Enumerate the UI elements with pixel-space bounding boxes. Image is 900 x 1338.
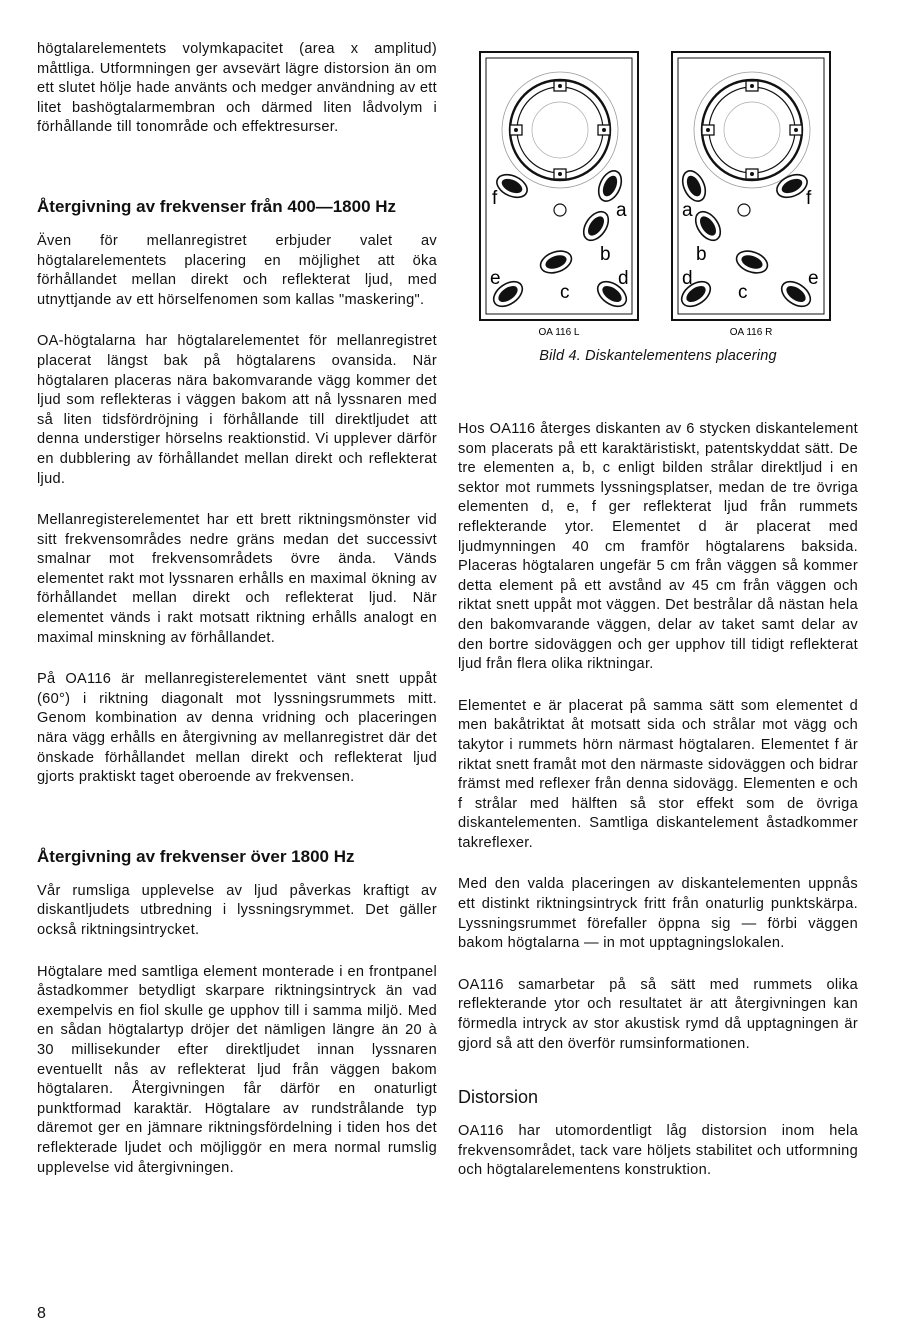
label-b-right: b [696, 244, 707, 265]
label-c-right: c [738, 282, 748, 303]
label-d-right: d [682, 268, 693, 289]
label-b-left: b [600, 244, 611, 265]
section-heading-midrange: Återgivning av frekvenser från 400—1800 Hz [37, 196, 397, 216]
label-d-left: d [618, 268, 629, 289]
label-e-left: e [490, 268, 501, 289]
speaker-diagram [476, 48, 836, 348]
label-a-right: a [682, 200, 693, 221]
treble-paragraph-1: Vår rumsliga upplevelse av ljud påverkas kraftigt av diskantljudets utbredning i lyssningsrymmet. Det gäller också riktningsintrycket. [37, 882, 437, 938]
speaker-left-label: OA 116 L [538, 327, 580, 338]
page-number: 8 [37, 1305, 46, 1322]
midrange-paragraph-1: Även för mellanregistret erbjuder valet av högtalarelementets placering en möjlighet att öka förhållandet mellan direkt och reflekterat ljud, med utnyttjande av ett hörselfenomen som kallas "maskering". [37, 232, 437, 308]
label-c-left: c [560, 282, 570, 303]
treble-description-paragraph-1: Hos OA116 återges diskanten av 6 stycken diskantelement som placerats på ett karaktäristiskt, patentskyddat sätt. De tre elementen a, b, c enligt bilden strålar direktljud i en sektor mot rummets lyssningsplatser, medan de tre övriga elementen d, e, f ger reflekterat ljud från rummets reflekterande ytor. Elementet d är placerat med ljudmynningen 40 cm framför högtalarens baksida. Placeras högtalaren ungefär 5 cm från väggen så kommer detta element på ett avstånd av 45 cm från väggen och riktat snett uppåt mot väggen. Det bestrålar då nästan hela den bakomvarande väggen, delar av taket samt delar av den bortre sidoväggen och ger upphov till tidigt reflekterat ljud från flera olika riktningar. [458, 421, 858, 673]
intro-paragraph: högtalarelementets volymkapacitet (area x amplitud) måttliga. Utformningen ger avsevärt lägre distorsion än om ett slutet hölje hade använts och medger användning av ett litet bashögtalarmembran och därmed liten lådvolym i förhållande till tonområde och effektresurser. [37, 41, 437, 136]
treble-description-paragraph-2: Elementet e är placerat på samma sätt som elementet d men bakåtriktat åt motsatt sida och strålar mot vägg och takytor i rummets hörn närmast högtalaren. Elementet f är riktat snett framåt mot den närmaste sidoväggen och bidrar främst med reflexer från denna sidovägg. Elementen e och f strålar med hälften så stor effekt som de övriga diskantelementen. Samtliga diskantelement åstadkommer takreflexer. [458, 697, 858, 851]
midrange-paragraph-2: OA-högtalarna har högtalarelementet för mellanregistret placerat längst bak på högtalarens ovansida. När högtalaren placeras nära bakomvarande vägg kommer det ljud som reflekteras i väggen bakom att nå lyssnaren med så liten tidsfördröjning i förhållande till direktljudet att denna understiger hörselns reaktionstid. Vi upplever därför en dubblering av förhållandet mellan direkt och reflekterat ljud. [37, 333, 437, 487]
distortion-paragraph: OA116 har utomordentligt låg distorsion inom hela frekvensområdet, tack vare höljets stabilitet och utformning och högtalarelementens konstruktion. [458, 1123, 858, 1179]
label-e-right: e [808, 268, 819, 289]
midrange-paragraph-3: Mellanregisterelementet har ett brett riktningsmönster vid sitt frekvensområdes nedre gräns medan det successivt smalnar mot frekvensområdets övre ända. Vänds elementet rakt mot lyssnaren erhålls en maximal ökning av förhållandet mellan direkt och reflekterat ljud. När elementet vänds i rakt motsatt riktning erhålls analogt en maximal minskning av förhållandet. [37, 512, 437, 646]
label-a-left: a [616, 200, 627, 221]
speaker-right-label: OA 116 R [729, 327, 773, 338]
midrange-paragraph-4: På OA116 är mellanregisterelementet vänt snett uppåt (60°) i riktning diagonalt mot lyssningsrummets mitt. Genom kombination av denna vridning och placeringen nära vägg erhålls en återgivning av mellanregistret där det önskade förhållandet mellan direkt och reflekterat ljud gjorts praktiskt taget oberoende av frekvensen. [37, 671, 437, 786]
speaker-right [672, 52, 830, 338]
speaker-left [480, 52, 638, 338]
label-f-right: f [806, 188, 812, 209]
treble-description-paragraph-4: OA116 samarbetar på så sätt med rummets olika reflekterande ytor och resultatet är att återgivningen kan förmedla intryck av stor akustisk rymd då upptagningen är gjord så att den överför rumsinformationen. [458, 976, 858, 1052]
treble-paragraph-2: Högtalare med samtliga element monterade i en frontpanel åstadkommer betydligt skarpare riktningsintryck än vad exempelvis en fiol skulle ge upphov till i samma miljö. Med en sådan högtalartyp dröjer det nämligen längre än 20 à 30 millisekunder efter direktljudet innan lyssnaren eventuellt nås av reflekterat ljud från väggen bakom högtalaren. Återgivningen får därför en onaturligt punktformad karaktär. Högtalare av rundstrålande typ däremot ger en jämnare riktningsfördelning i tiden hos det reflekterade ljudet och möjliggör en mera normal rumslig upplevelse vid återgivningen. [37, 963, 437, 1176]
label-f-left: f [492, 188, 498, 209]
treble-description-paragraph-3: Med den valda placeringen av diskantelementen uppnås ett distinkt riktningsintryck fritt från onaturlig punktskärpa. Lyssningsrummet förefaller öppna sig — förbi väggen bakom högtalarna — in mot upptagningslokalen. [458, 876, 858, 952]
right-column [458, 420, 858, 1203]
section-heading-distortion: Distorsion [458, 1087, 539, 1108]
section-heading-treble: Återgivning av frekvenser över 1800 Hz [37, 846, 355, 866]
left-column [37, 40, 437, 1200]
tweeter-placement-figure [476, 48, 836, 348]
figure-caption: Bild 4. Diskantelementens placering [539, 348, 777, 364]
